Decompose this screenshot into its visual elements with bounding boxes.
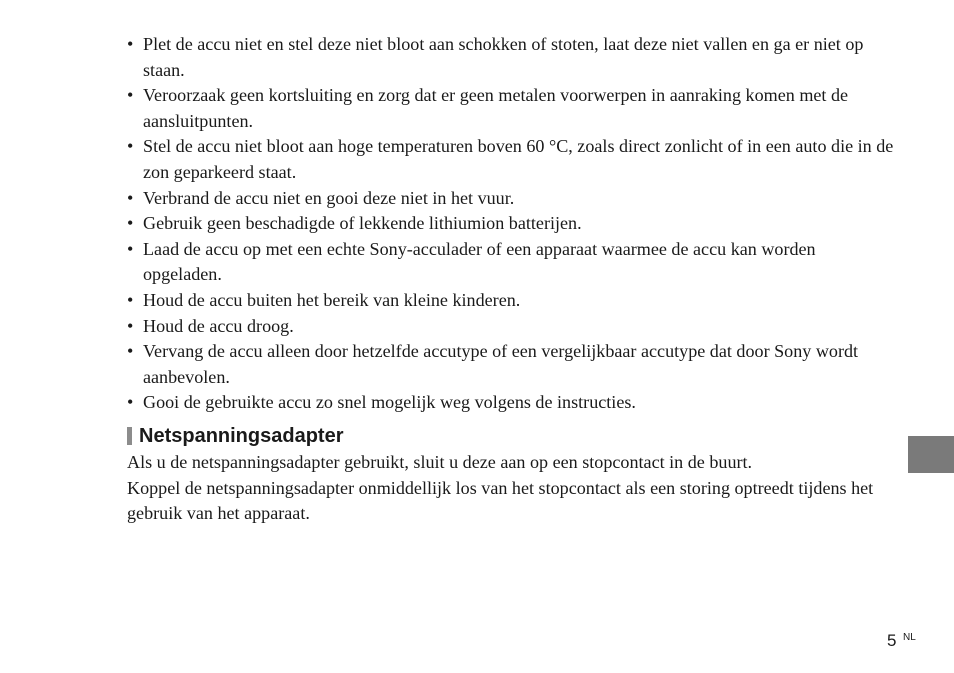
list-item-text: Gooi de gebruikte accu zo snel mogelijk weg volgens de instructies.: [143, 392, 636, 413]
bullet-icon: •: [127, 315, 134, 336]
list-item-text: Verbrand de accu niet en gooi deze niet in het vuur.: [143, 187, 515, 208]
section-heading: [127, 423, 897, 450]
bullet-icon: •: [127, 238, 134, 259]
list-item: [127, 390, 897, 416]
bullet-icon: •: [127, 289, 134, 310]
page-language-code: NL: [903, 632, 916, 643]
list-item: [127, 134, 897, 185]
list-item: [127, 288, 897, 314]
bullet-icon: •: [127, 392, 134, 413]
list-item: [127, 237, 897, 288]
list-item: [127, 32, 897, 83]
section-paragraph: Als u de netspanningsadapter gebruikt, sluit u deze aan op een stopcontact in de buurt.: [127, 451, 753, 472]
bullet-icon: •: [127, 341, 134, 362]
bullet-icon: •: [127, 213, 134, 234]
list-item-text: Stel de accu niet bloot aan hoge temperaturen boven 60 °C, zoals direct zonlicht of in een auto die in de zon geparkeerd staat.: [143, 136, 894, 182]
list-item-text: Veroorzaak geen kortsluiting en zorg dat er geen metalen voorwerpen in aanraking komen met de aansluitpunten.: [143, 85, 849, 131]
bullet-icon: •: [127, 187, 134, 208]
list-item: [127, 339, 897, 390]
list-item: [127, 314, 897, 340]
bullet-icon: •: [127, 34, 134, 54]
list-item-text: Vervang de accu alleen door hetzelfde accutype of een vergelijkbaar accutype dat door Sony wordt aanbevolen.: [143, 341, 859, 387]
section-paragraph: Koppel de netspanningsadapter onmiddellijk los van het stopcontact als een storing optreedt tijdens het gebruik van het apparaat.: [127, 477, 874, 524]
list-item-text: Gebruik geen beschadigde of lekkende lithiumion batterijen.: [143, 213, 582, 234]
list-item-text: Plet de accu niet en stel deze niet bloot aan schokken of stoten, laat deze niet vallen en ga er niet op staan.: [143, 34, 864, 80]
section-title: Netspanningsadapter: [139, 424, 344, 447]
list-item-text: Houd de accu droog.: [143, 315, 294, 336]
chapter-side-tab: [908, 436, 954, 473]
document-body: [127, 32, 897, 527]
battery-warnings-list: [127, 32, 897, 416]
list-item: [127, 83, 897, 134]
page-number: 5: [887, 631, 897, 650]
bullet-icon: •: [127, 85, 134, 106]
list-item-text: Houd de accu buiten het bereik van kleine kinderen.: [143, 289, 521, 310]
bullet-icon: •: [127, 136, 134, 157]
list-item-text: Laad de accu op met een echte Sony-acculader of een apparaat waarmee de accu kan worden opgeladen.: [143, 238, 816, 285]
list-item: [127, 211, 897, 237]
list-item: [127, 186, 897, 212]
heading-bar-marker: [127, 427, 132, 445]
